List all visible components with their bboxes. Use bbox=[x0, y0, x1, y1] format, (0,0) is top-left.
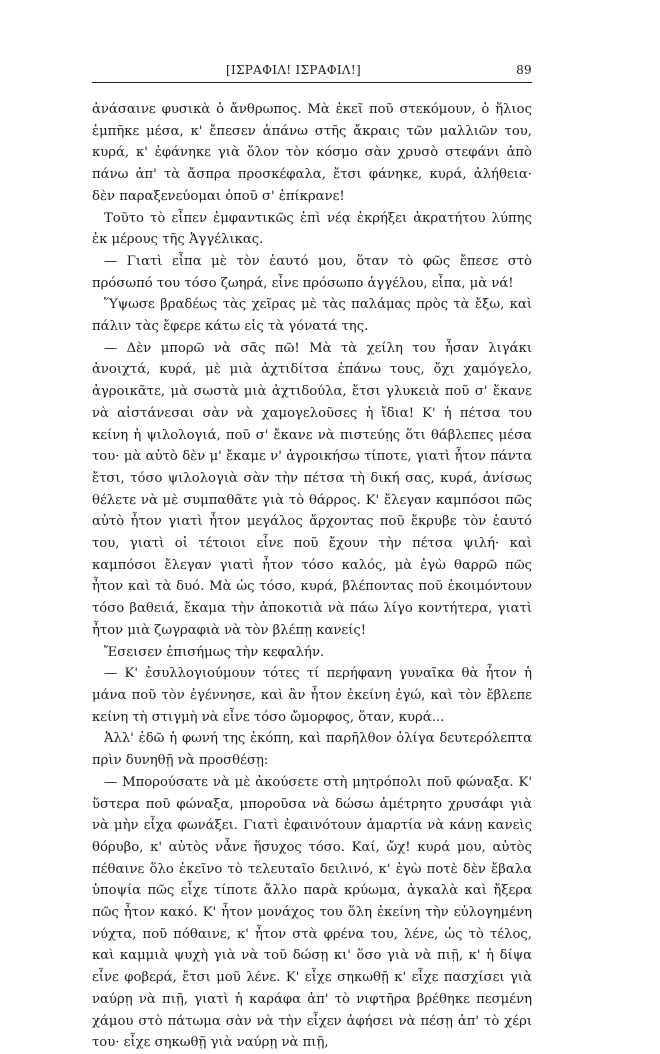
body-text bbox=[92, 99, 532, 1054]
paragraph: Ὕψωσε βραδέως τὰς χεῖρας μὲ τὰς παλάμας πρὸς τὰ ἔξω, καὶ πάλιν τὰς ἔφερε κάτω εἰς τὰ γόνατά της. bbox=[92, 297, 532, 335]
book-page bbox=[92, 62, 532, 1054]
paragraph: — Κ' ἐσυλλογιούμουν τότες τί περήφανη γυναῖκα θὰ ἦτον ἡ μάνα ποῦ τὸν ἐγέννησε, καὶ ἂν ἦτον ἐκείνη ἐγώ, καὶ τὸν ἔβλεπε κείνη τὴ στιγμὴ νὰ εἶνε τόσο ὤμορφος, ὅταν, κυρά... bbox=[92, 666, 532, 725]
paragraph: — Μπορούσατε νὰ μὲ ἀκούσετε στὴ μητρόπολι ποῦ φώναξα. Κ' ὕστερα ποῦ φώναξα, μποροῦσα νὰ δώσω ἀμέτρητο χρυσάφι γιὰ νὰ μὴν εἶχα φωνάξει. Γιατὶ ἐφαινότουν ἁμαρτία νὰ κάνῃ κανεὶς θόρυβο, κ' αὐτὸς νἆνε ἥσυχος τόσο. Καί, ὤχ! κυρά μου, αὐτὸς πέθαινε ὅλο ἐκεῖνο τὸ τελευταῖο δειλινό, κ' ἐγὼ ποτὲ δὲν ἔβαλα ὑποψία πῶς εἶχε τίποτε ἄλλο παρὰ κρύωμα, ἀγκαλὰ καὶ ἤξερα πῶς ἦτον κακό. Κ' ἦτον μονάχος του ὅλη ἐκείνη τὴν εὐλογημένη νύχτα, ποῦ πόθαινε, κ' ἦτον στὰ φρένα του, λένε, ὡς τὸ τέλος, καὶ καμμιὰ ψυχὴ γιὰ νὰ τοῦ δώσῃ κι' ὅσο γιὰ νὰ πιῇ, κ' ἡ δίψα εἶνε φοβερά, ἔτσι μοῦ λένε. Κ' εἶχε σηκωθῇ κ' εἶχε πασχίσει γιὰ ναύρῃ νὰ πιῇ, γιατὶ ἡ καράφα ἀπ' τὸ νιφτῆρα βρέθηκε πεσμένη χάμου στὸ πάτωμα σὰν νὰ τὴν εἶχεν ἀφήσει νὰ πέσῃ ἀπ' τὸ χέρι του· εἶχε σηκωθῇ γιὰ ναύρῃ νὰ πιῇ, bbox=[92, 774, 532, 1051]
paragraph: — Γιατὶ εἶπα μὲ τὸν ἑαυτό μου, ὅταν τὸ φῶς ἔπεσε στὸ πρόσωπό του τόσο ζωηρά, εἶνε πρόσωπο ἀγγέλου, εἶπα, μὰ νά! bbox=[92, 253, 532, 291]
page-header bbox=[92, 62, 532, 83]
paragraph: Τοῦτο τὸ εἶπεν ἐμφαντικῶς ἐπὶ νέᾳ ἐκρήξει ἀκρατήτου λύπης ἐκ μέρους τῆς Ἀγγέλικας. bbox=[92, 210, 532, 248]
paragraph: Ἀλλ' ἐδῶ ἡ φωνή της ἐκόπη, καὶ παρῆλθον ὀλίγα δευτερόλεπτα πρὶν δυνηθῇ νὰ προσθέσῃ: bbox=[92, 731, 532, 769]
paragraph: Ἔσεισεν ἐπισήμως τὴν κεφαλήν. bbox=[104, 644, 325, 660]
paragraph: — Δὲν μπορῶ νὰ σᾶς πῶ! Μὰ τὰ χείλη του ἦσαν λιγάκι ἀνοιχτά, κυρά, μὲ μιὰ ἀχτιδίτσα ἐπάνω τους, ὄχι χαμόγελο, ἀγροικᾶτε, μὰ σωστὰ μιὰ ἀχτιδούλα, ἔτσι γλυκειὰ ποῦ σ' ἔκανε νὰ αἰστάνεσαι σὰν νὰ χαμογελοῦσες ἡ ἴδια! Κ' ἡ πέτσα του κείνη ἡ ψιλολογιά, ποῦ σ' ἔκανε νὰ πιστεύῃς ὅτι θάβλεπες μέσα του· μὰ αὐτὸ δὲν μ' ἔκαμε ν' ἀγροικήσω τίποτε, γιατὶ ἦτον πάντα ἔτσι, τόσο ψιλολογιὰ σὰν τὴν πέτσα τὴ δική σας, κυρά, ἀνίσως θέλετε νὰ μὲ συμπαθᾶτε γιὰ τὸ θάρρος. Κ' ἔλεγαν καμπόσοι πῶς αὐτὸ ἦτον γιατὶ ἦτον μεγάλος ἄρχοντας ποῦ ἔκρυβε τὸν ἑαυτό του, γιατὶ οἱ τέτοιοι εἶνε ποῦ ἔχουν τὴν πέτσα ψιλή· καὶ καμπόσοι ἔλεγαν γιατὶ ἦτον τόσο καλός, μὰ ἐγὼ θαρρῶ πῶς ἦτον καὶ τὰ δυό. Μὰ ὡς τόσο, κυρά, βλέποντας ποῦ ἐκοιμόντουν τόσο βαθειά, ἔκαμα τὴν ἀποκοτιὰ νὰ πάω λίγο κοντήτερα, γιατὶ ἦτον μιὰ ζωγραφιὰ νὰ τὸν βλέπῃ κανείς! bbox=[92, 340, 532, 638]
page-number: 89 bbox=[516, 63, 532, 77]
paragraph: ἀνάσαινε φυσικὰ ὁ ἄνθρωπος. Μὰ ἐκεῖ ποῦ στεκόμουν, ὁ ἥλιος ἐμπῆκε μέσα, κ' ἔπεσεν ἀπάνω στῆς ἄκραις τῶν μαλλιῶν του, κυρά, κ' ἐφάνηκε γιὰ ὅλον τὸν κόσμο σὰν χρυσὸ στεφάνι ἀπὸ πάνω ἀπ' τὰ ἄσπρα προσκέφαλα, ἔτσι φάνηκε, κυρά, ἀλήθεια· δὲν παραξενεύομαι ὁποῦ σ' ἐπίκρανε! bbox=[92, 102, 532, 204]
running-title: [ΙΣΡΑΦΙΛ! ΙΣΡΑΦΙΛ!] bbox=[226, 63, 361, 77]
